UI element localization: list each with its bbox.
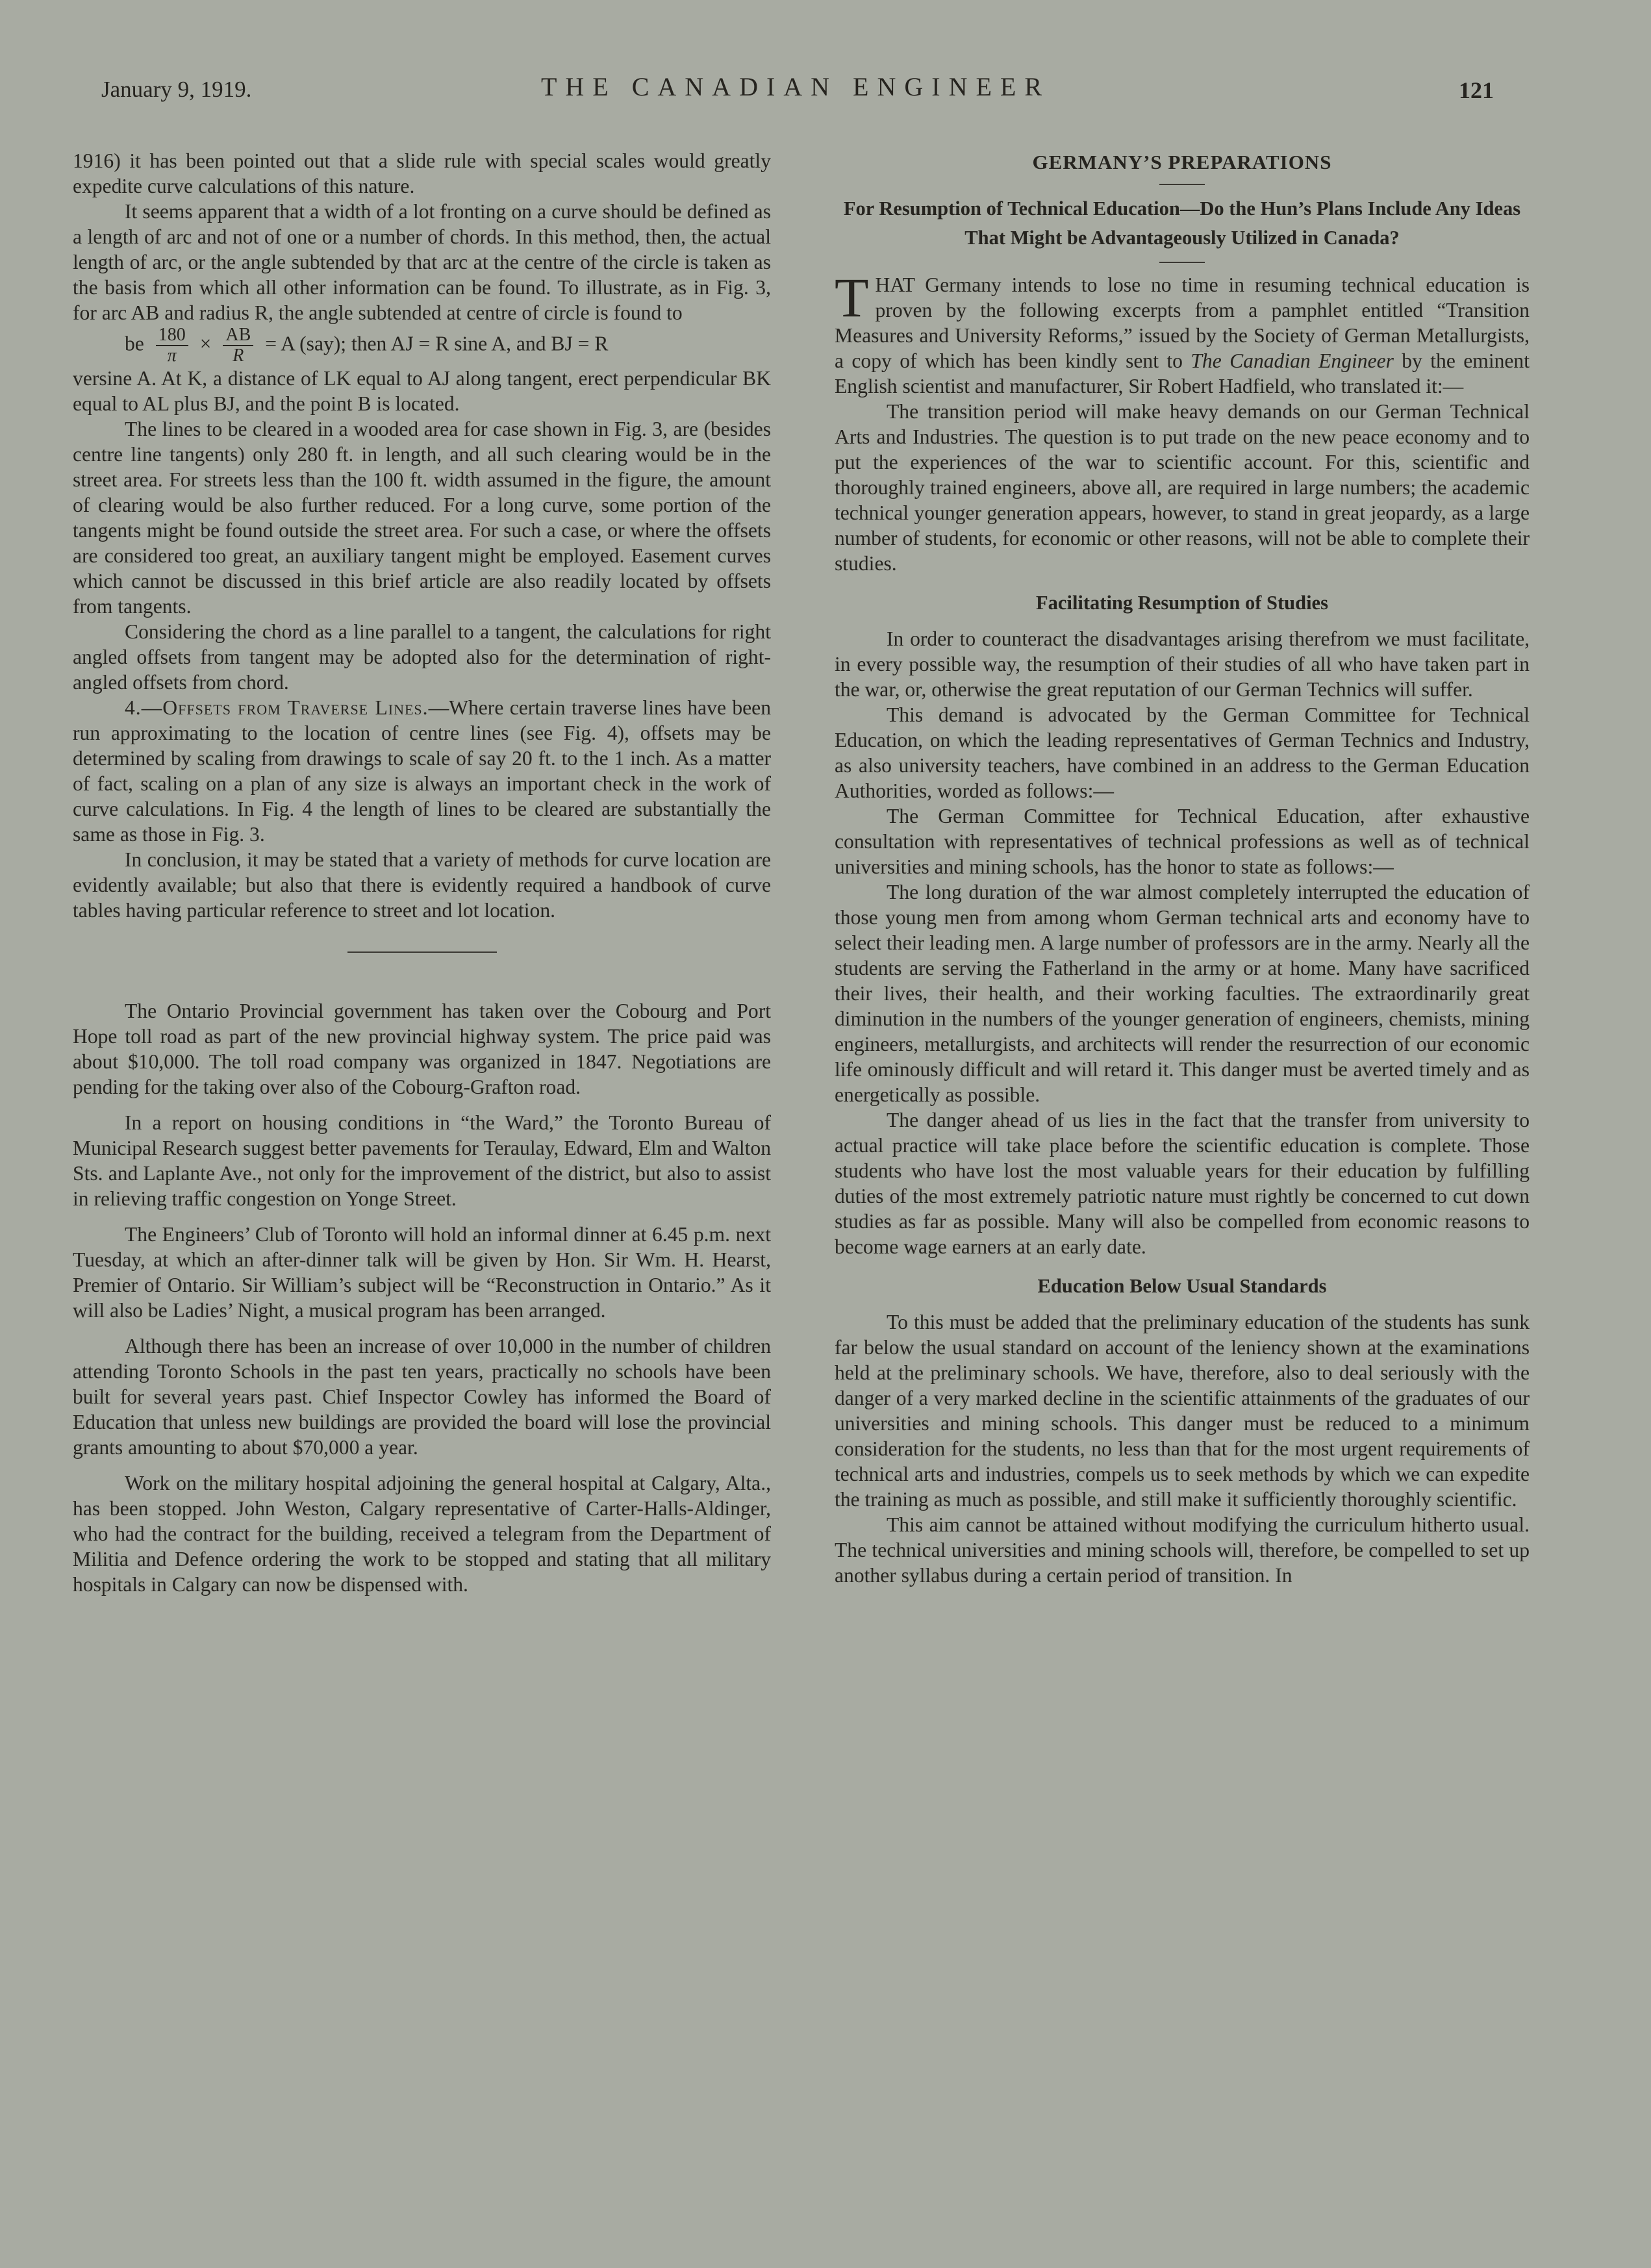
paragraph: To this must be added that the preliminary education of the students has sunk far below the usual standard on account of the leniency shown at the examinations held at the preliminary schools. We have, therefore, also to deal seriously with the danger of a very marked decline in the scientific attainments of the graduates of our universities and mining schools. This danger must be reduced to a minimum consideration for the students, no less than that for the most urgent requirements of technical arts and industries, compels us to seek methods by which we can expedite the training as much as possible, and still make it sufficiently thoroughly scientific. [835,1311,1530,1511]
news-item: In a report on housing conditions in “the Ward,” the Toronto Bureau of Municipal Research suggest better pavements for Teraulay, Edward, Elm and Walton Sts. and Laplante Ave., not only for the improvement of the district, but also to assist in relieving traffic congestion on Yonge Street. [73,1111,771,1210]
paragraph: The long duration of the war almost completely interrupted the education of those young men from among whom German technical arts and economy have to select their leading men. A large number of professors are in the army. Nearly all the students are serving the Fatherland in the army or at home. Many have sacrificed their lives, their health, and their working faculties. The extraordinarily great diminution in the numbers of the younger generation of engineers, chemists, mining engineers, metallurgists, and architects will render the resurrection of our economic life ominously difficult and will retard it. This danger must be averted timely and as energetically as possible. [835,881,1530,1106]
paragraph: versine A. At K, a distance of LK equal to AJ along tangent, erect perpendicular BK equal to AL plus BJ, and the point B is located. [73,367,771,415]
paragraph: The transition period will make heavy demands on our German Technical Arts and Industries. The question is to put trade on the new peace economy and to put the experiences of the war to scientific account. For this, scientific and thoroughly trained engineers, above all, are required in large numbers; the academic technical younger generation appears, however, to stand in great jeopardy, as a large number of students, for economic or other reasons, will not be able to complete their studies. [835,400,1530,575]
page-header [97,71,1494,110]
paragraph [73,695,771,847]
left-column [73,148,771,1607]
equation-line [73,325,771,366]
times-symbol: × [199,332,212,355]
news-item: Work on the military hospital adjoining the general hospital at Calgary, Alta., has been stopped. John Weston, Calgary representative of Carter-Halls-Aldinger, who had the contract for the building, received a telegram from the Department of Militia and Defence ordering the work to be stopped and stating that all military hospitals in Calgary can now be dispensed with. [73,1472,771,1596]
lead-paragraph [835,266,1530,399]
title-rule [1159,184,1205,185]
news-item: The Engineers’ Club of Toronto will hold an informal dinner at 6.45 p.m. next Tuesday, at which an after-dinner talk will be given by Hon. Sir Wm. H. Hearst, Premier of Ontario. Sir William’s subject will be “Reconstruction in Ontario.” As it will also be Ladies’ Night, a musical program has been arranged. [73,1223,771,1322]
paragraph: The German Committee for Technical Education, after exhaustive consultation with representatives of technical professions as well as of technical universities and mining schools, has the honor to state as follows:— [835,805,1530,878]
fraction-ab-r [223,325,253,366]
section-heading: Facilitating Resumption of Studies [1036,592,1328,614]
section-lead: 4.—Offsets from Traverse Lines. [125,696,429,719]
lead-text-end: by the eminent English scientist and manufacturer, Sir Robert Hadfield, who translated it:— [835,349,1530,397]
equation-rest: = A (say); then AJ = R sine A, and BJ = R [265,332,609,355]
news-item: The Ontario Provincial government has taken over the Cobourg and Port Hope toll road as part of the new provincial highway system. The price paid was about $10,000. The toll road company was organized in 1847. Negotiations are pending for the taking over also of the Cobourg-Grafton road. [73,1000,771,1098]
paragraph: In conclusion, it may be stated that a variety of methods for curve location are evidently available; but also that there is evidently required a handbook of curve tables having particular reference to street and lot location. [73,848,771,922]
subtitle-rule [1159,262,1205,263]
article-title: GERMANY’S PREPARATIONS [1032,151,1332,173]
divider-rule [347,951,497,953]
equation-be: be [125,332,144,355]
article-subtitle: For Resumption of Technical Education—Do the Hun’s Plans Include Any Ideas That Might be Advantageously Utilized in Canada? [843,197,1521,249]
paragraph: This demand is advocated by the German Committee for Technical Education, on which the leading representatives of German Technics and Industry, as also university teachers, have combined in an address to the German Education Authorities, worded as follows:— [835,703,1530,802]
fraction-numerator: AB [223,325,253,346]
drop-cap: T [835,266,869,329]
paragraph: This aim cannot be attained without modifying the curriculum hitherto usual. The technical universities and mining schools will, therefore, be compelled to set up another syllabus during a certain period of transition. In [835,1513,1530,1587]
lead-text: HAT Germany intends to lose no time in resuming technical education is proven by the following excerpts from a pamphlet entitled “Transition Measures and University Reforms,” issued by the Society of German Metallurgists, a copy of which has been kindly sent to [835,273,1530,372]
paragraph: It seems apparent that a width of a lot fronting on a curve should be defined as a length of arc and not of one or a number of chords. In this method, then, the actual length of arc, or the angle subtended by that arc at the centre of the circle is taken as the basis from which all other information can be found. To illustrate, as in Fig. 3, for arc AB and radius R, the angle subtended at centre of circle is found to [73,200,771,324]
paragraph-text: —Where certain traverse lines have been run approximating to the location of centre lines (see Fig. 4), offsets may be determined by scaling from drawings to scale of say 20 ft. to the 1 inch. As a matter of fact, scaling on a plan of any size is always an important check in the work of curve calculations. In Fig. 4 the length of lines to be cleared are substantially the same as those in Fig. 3. [73,696,771,846]
paragraph: 1916) it has been pointed out that a slide rule with special scales would greatly expedite curve calculations of this nature. [73,149,771,197]
page-number: 121 [1459,77,1494,103]
news-item: Although there has been an increase of over 10,000 in the number of children attending Toronto Schools in the past ten years, practically no schools have been built for several years past. Chief Inspector Cowley has informed the Board of Education that unless new buildings are provided the board will lose the provincial grants amounting to about $70,000 a year. [73,1335,771,1459]
journal-title: THE CANADIAN ENGINEER [540,72,1051,101]
paragraph: In order to counteract the disadvantages arising therefrom we must facilitate, in every possible way, the resumption of their studies of all who have taken part in the war, or, otherwise the great reputation of our German Technics will suffer. [835,627,1530,701]
paragraph: Considering the chord as a line parallel to a tangent, the calculations for right angled offsets from tangent may be adopted also for the determination of right-angled offsets from chord. [73,620,771,694]
paragraph: The danger ahead of us lies in the fact that the transfer from university to actual practice will take place before the scientific education is complete. Those students who have lost the most valuable years for their education by fulfilling duties of the most extremely patriotic nature must rightly be concerned to cut down studies as far as possible. Many will also be compelled from economic reasons to become wage earners at an early date. [835,1109,1530,1258]
section-heading: Education Below Usual Standards [1037,1275,1327,1297]
fraction-denominator: R [233,346,244,366]
fraction-denominator: π [167,346,177,366]
paragraph: The lines to be cleared in a wooded area for case shown in Fig. 3, are (besides centre line tangents) only 280 ft. in length, and all such clearing would be in the street area. For streets less than the 100 ft. width assumed in the figure, the amount of clearing would be also further reduced. For a long curve, some portion of the tangents might be found outside the street area. For such a case, or where the offsets are considered too great, an auxiliary tangent might be employed. Easement curves which cannot be discussed in this brief article are also readily located by offsets from tangents. [73,418,771,618]
publication-name: The Canadian Engineer [1191,349,1394,372]
header-date: January 9, 1919. [101,77,252,102]
news-items [73,998,771,1597]
right-column [835,148,1530,1588]
fraction-numerator: 180 [156,325,188,346]
fraction-180-pi [156,325,188,366]
